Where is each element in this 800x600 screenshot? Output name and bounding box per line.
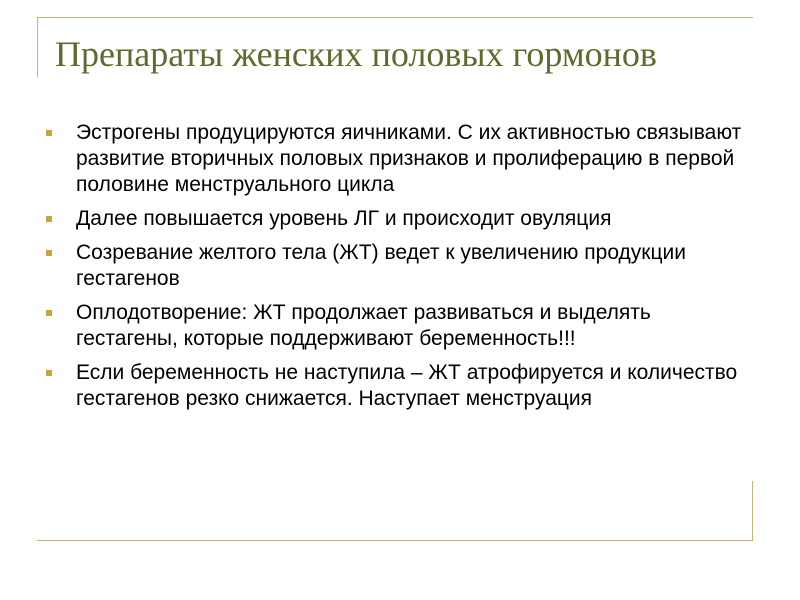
bullet-item <box>46 240 756 292</box>
square-bullet-icon <box>46 216 52 222</box>
frame-line-top <box>37 17 753 18</box>
square-bullet-icon <box>46 310 52 316</box>
frame-line-right <box>752 481 753 541</box>
square-bullet-icon <box>46 250 52 256</box>
bullet-text: Оплодотворение: ЖТ продолжает развиваться и выделять гестагены, которые поддерживают беременность!!! <box>76 301 651 350</box>
bullet-text: Созревание желтого тела (ЖТ) ведет к увеличению продукции гестагенов <box>76 241 686 290</box>
bullet-item <box>46 300 756 352</box>
bullet-text: Эстрогены продуцируются яичниками. С их активностью связывают развитие вторичных половых признаков и пролиферацию в первой половине менструального цикла <box>76 121 742 196</box>
bullet-list <box>46 120 756 420</box>
slide-title: Препараты женских половых гормонов <box>55 34 657 74</box>
frame-line-bottom <box>37 540 753 541</box>
bullet-text: Далее повышается уровень ЛГ и происходит овуляция <box>76 207 612 230</box>
bullet-item <box>46 360 756 412</box>
square-bullet-icon <box>46 130 52 136</box>
bullet-item <box>46 206 756 232</box>
square-bullet-icon <box>46 370 52 376</box>
frame-line-left <box>37 17 38 77</box>
bullet-text: Если беременность не наступила – ЖТ атрофируется и количество гестагенов резко снижается. Наступает менструация <box>76 361 738 410</box>
bullet-item <box>46 120 756 198</box>
